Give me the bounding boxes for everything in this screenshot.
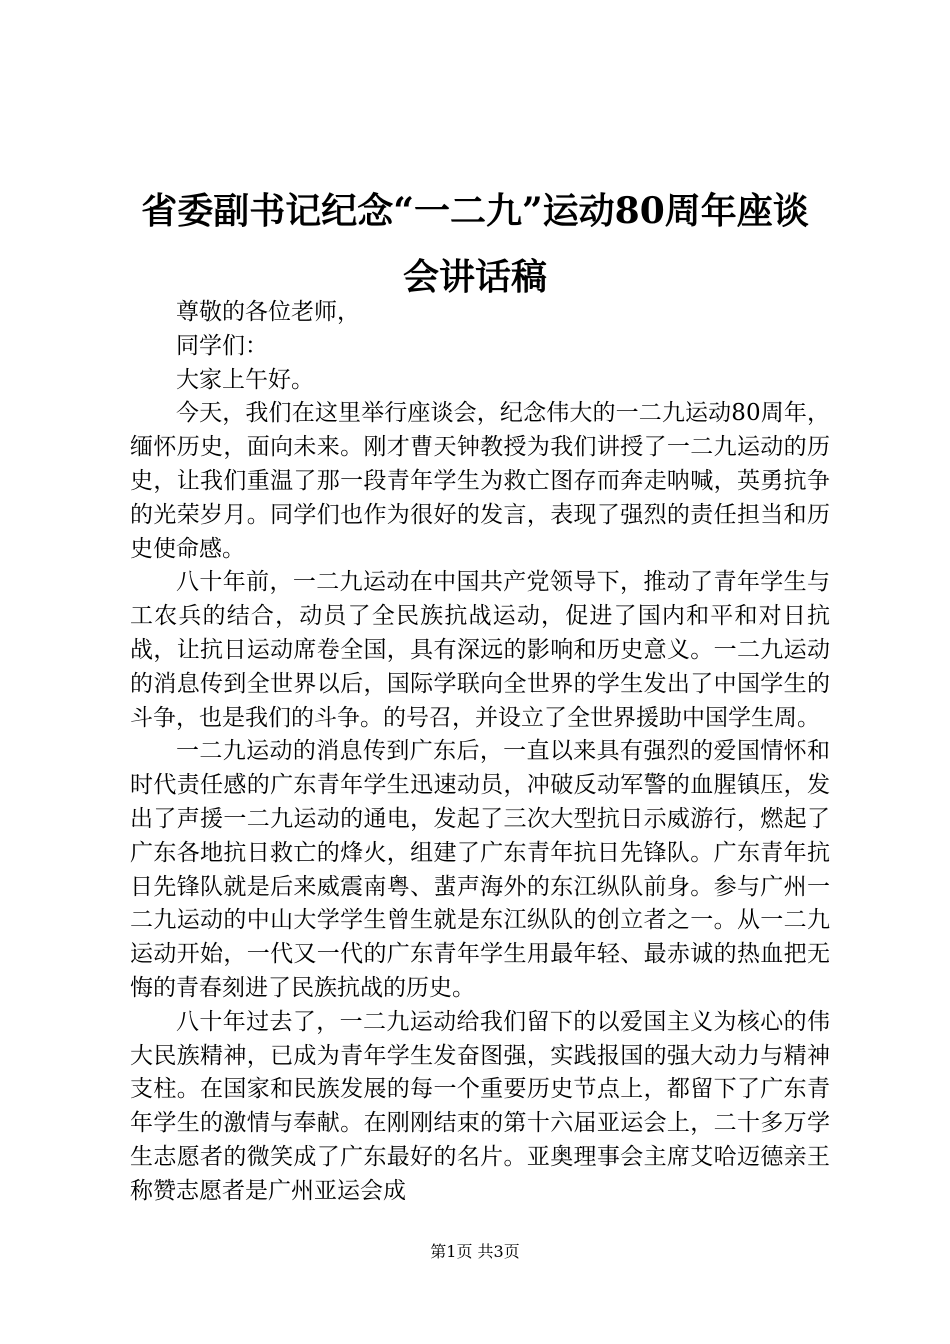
title-line-1: 省委副书记纪念“一二九”运动80周年座谈 xyxy=(141,190,809,232)
body-paragraph: 一二九运动的消息传到广东后，一直以来具有强烈的爱国情怀和时代责任感的广东青年学生迅速动员，冲破反动军警的血腥镇压，发出了声援一二九运动的通电，发起了三次大型抗日示威游行，燃起了广东各地抗日救亡的烽火，组建了广东青年抗日先锋队。广东青年抗日先锋队就是后来威震南粤、蜚声海外的东江纵队前身。参与广州一二九运动的中山大学学生曾生就是东江纵队的创立者之一。从一二九运动开始，一代又一代的广东青年学生用最年轻、最赤诚的热血把无悔的青春刻进了民族抗战的历史。 xyxy=(130,738,830,1001)
document-title xyxy=(120,178,830,310)
greeting-line: 同学们： xyxy=(176,332,268,359)
greeting-line: 尊敬的各位老师， xyxy=(176,299,360,325)
document-body xyxy=(130,296,830,1209)
body-paragraph: 今天，我们在这里举行座谈会，纪念伟大的一二九运动80周年，缅怀历史，面向未来。刚才曹天钟教授为我们讲授了一二九运动的历史，让我们重温了那一段青年学生为救亡图存而奔走呐喊，英勇抗争的光荣岁月。同学们也作为很好的发言，表现了强烈的责任担当和历史使命感。 xyxy=(130,400,830,562)
title-line-2: 会讲话稿 xyxy=(402,256,547,298)
body-paragraph: 八十年前，一二九运动在中国共产党领导下，推动了青年学生与工农兵的结合，动员了全民族抗战运动，促进了国内和平和对日抗战，让抗日运动席卷全国，具有深远的影响和历史意义。一二九运动的消息传到全世界以后，国际学联向全世界的学生发出了中国学生的斗争，也是我们的斗争。的号召，并设立了全世界援助中国学生周。 xyxy=(130,569,830,731)
greeting-line: 大家上午好。 xyxy=(176,366,314,393)
page-number-footer: 第1页 共3页 xyxy=(430,1242,520,1261)
body-paragraph: 八十年过去了，一二九运动给我们留下的以爱国主义为核心的伟大民族精神，已成为青年学生发奋图强，实践报国的强大动力与精神支柱。在国家和民族发展的每一个重要历史节点上，都留下了广东青年学生的激情与奉献。在刚刚结束的第十六届亚运会上，二十多万学生志愿者的微笑成了广东最好的名片。亚奥理事会主席艾哈迈德亲王称赞志愿者是广州亚运会成 xyxy=(130,1008,830,1204)
